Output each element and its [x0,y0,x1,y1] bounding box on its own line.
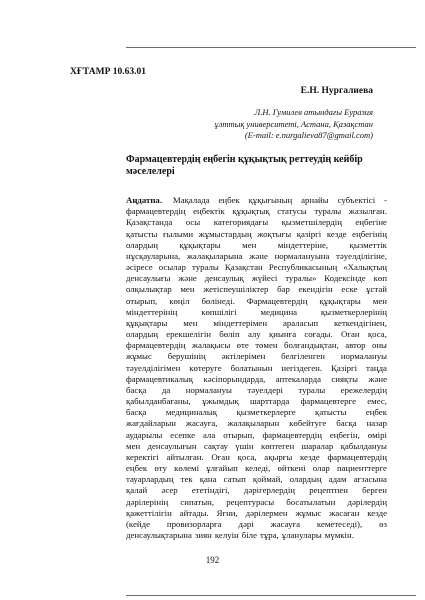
abstract-word: ғылыми [162,228,194,239]
abstract-line [126,262,387,273]
abstract-word: құқықтары [179,239,221,250]
abstract-word: әсер [161,485,178,496]
abstract-word: фармацевтердің [126,206,186,217]
abstract-line [126,351,387,362]
abstract-word: Яғни, [216,507,238,518]
abstract-word: мен [372,295,387,306]
abstract-word: ететіндігі, [191,485,230,496]
abstract-word: назар [366,418,387,429]
abstract-word: жасауға, [185,418,218,429]
abstract-word: қазіргі [296,228,322,239]
abstract-word: фармацевтердің [126,340,186,351]
abstract-word: аударылы [126,429,163,440]
abstract-word: шарттарда [249,396,290,407]
abstract [126,195,387,541]
author-name: Е.Н. Нургалиева [300,86,373,96]
abstract-word: осы [185,217,201,228]
abstract-word: ережелердің [340,384,387,395]
abstract-line [126,463,387,474]
abstract-word: кеткендігінен, [334,317,387,328]
abstract-word: сақтау [203,440,228,451]
abstract-word: еңбегін, [329,429,360,440]
abstract-word: олар [312,463,330,474]
abstract-word: мен [126,440,141,451]
abstract-word: әсіресе [126,262,153,273]
article-title [126,154,386,178]
abstract-line [126,396,387,407]
abstract-word: және [249,250,268,261]
abstract-word: еңбектік [193,206,225,217]
abstract-word: категориядағы [213,217,269,228]
abstract-word: үшін [235,440,254,451]
abstract-line [126,519,387,530]
abstract-word: кәсіпорындарда, [203,373,266,384]
abstract-word: олардың [289,474,322,485]
abstract-line [126,296,387,307]
abstract-word: Республикасының [268,262,338,273]
abstract-word: ұжымдық [202,396,239,407]
abstract-word: жүйесі [251,273,278,284]
abstract-word: фармацевтердің [262,429,322,440]
abstract-word: еңбек [218,195,240,205]
abstract-word: міндеттеріне, [277,239,329,250]
abstract-word: фармацевтерге [300,396,356,407]
abstract-word: субъектісі [337,195,376,205]
abstract-word: медицина [260,306,298,317]
abstract-line [126,363,387,374]
abstract-word: денсаулық [204,273,244,284]
abstract-word: Қазіргі [330,362,358,373]
abstract-word: жағдайларын [126,418,176,429]
abstract-word: Кодексінде [324,273,366,284]
abstract-word: олардың [126,239,158,250]
abstract-word: олардың [126,329,158,340]
abstract-word: дәрілермен [245,507,288,518]
abstract-line [126,530,387,541]
abstract-word: бөлінеді. [201,295,235,306]
abstract-word: қабылдануы [340,440,387,451]
abstract-word: құқықтары [126,317,168,328]
abstract-word: (кейде [126,518,150,529]
abstract-word: міндеттерімен [213,317,268,328]
abstract-line [126,329,387,340]
bottom-rule [126,595,416,596]
abstract-word: келуін [214,530,239,541]
abstract-word: олқылықтар [126,284,172,295]
abstract-word: туралы» [285,273,317,284]
abstract-word: зиян [194,530,212,541]
abstract-word: туралы [191,262,219,273]
abstract-word: қабылданбағаны, [126,396,191,407]
abstract-word: қызметкерлерге [236,407,296,418]
abstract-word: нормалануы [185,384,232,395]
abstract-word: белгіленген [281,351,325,362]
abstract-word: жетіспеушіліктер [203,284,269,295]
abstract-word: рецептпен [309,485,348,496]
abstract-word: өту [154,463,167,474]
abstract-word: кезде [326,228,347,239]
abstract-line [126,229,387,240]
abstract-word: денсаулығын [147,440,197,451]
abstract-line [126,385,387,396]
abstract-word: көлемі [174,463,200,474]
abstract-word: кезде [367,507,387,518]
abstract-word: қажеттілігін [126,507,172,518]
abstract-word: да [161,384,171,395]
abstract-word: жазылған. [348,206,387,217]
abstract-word: дәрілерінің [126,496,169,507]
abstract-word: жұмыстардың [198,228,252,239]
abstract-line [126,195,387,206]
abstract-word: кеметеседі), [316,518,363,529]
abstract-word: және [178,273,197,284]
abstract-word: сипатын, [180,496,215,507]
abstract-word: нормалануы [340,351,387,362]
abstract-word: қалай [126,485,148,496]
abstract-word: туралы [314,206,342,217]
abstract-line [126,418,387,429]
abstract-word: жалақысы [191,340,231,351]
abstract-word: міндеттерінің [126,306,178,317]
abstract-line [126,251,387,262]
abstract-word: берген [362,485,387,496]
abstract-word: көптеген [260,440,295,451]
abstract-line [126,441,387,452]
abstract-word: мен [180,284,195,295]
abstract-word: керектігі [126,451,159,462]
abstract-word: ерекшелігін [166,329,211,340]
abstract-word: еңбегіне [355,217,387,228]
abstract-word: тәуелділігімен [126,362,181,373]
abstract-word: бөліп [219,329,240,340]
abstract-word: аптекаларда [275,373,321,384]
abstract-word: сияқты [331,373,359,384]
classification-code: ХҒТАМР 10.63.01 [70,67,147,77]
abstract-word: тауарлардың [126,474,174,485]
abstract-word: отырып, [223,429,255,440]
abstract-word: мүмкін. [324,530,354,541]
page-number: 192 [205,555,220,565]
abstract-word: қатысты [126,228,158,239]
abstract-word: әктілерімен [221,351,266,362]
abstract-word: қызметкерлерінің [320,306,387,317]
abstract-word: отырып, [126,295,158,306]
title-line: Фармацевтердің еңбегін құқықтық реттеудің кейбір [126,154,363,165]
abstract-word: жалақыларына [186,250,243,261]
abstract-word: көңіл [169,295,190,306]
abstract-line [126,206,387,217]
affiliation-email: (E-mail: e.nurgalieva87@gmail.com) [244,130,373,140]
abstract-word: ақырғы [264,451,293,462]
abstract-word: басқа [336,418,357,429]
abstract-word: тәуелдері [247,384,283,395]
abstract-word: медициналық [165,407,218,418]
abstract-word: есепке [170,429,195,440]
abstract-line [126,240,387,251]
abstract-line [126,452,387,463]
abstract-word: қана [199,474,217,485]
abstract-line [126,497,387,508]
abstract-word: - [384,195,387,205]
abstract-word: автор [345,340,366,351]
abstract-word: кезде [300,451,320,462]
abstract-line [126,307,387,318]
abstract-word: айтылған. [166,451,204,462]
abstract-word: екендігін [298,284,333,295]
abstract-word: және [368,373,387,384]
abstract-word: статусы [277,206,307,217]
abstract-word: ұланулары [281,530,322,541]
abstract-word: дәрілердің [347,496,387,507]
abstract-word: жұмыс [126,351,152,362]
abstract-word: төмен [255,340,278,351]
abstract-line [126,508,387,519]
abstract-line [126,217,387,228]
abstract-word: мен [183,317,198,328]
abstract-word: тұра, [259,530,279,541]
affiliation-line: ұлттық университеті, Астана, Қазақстан [214,118,373,129]
abstract-word: берушінің [167,351,206,362]
abstract-word: қызметтік [349,239,387,250]
abstract-word: рецептурасы [226,496,275,507]
top-rule [126,47,416,48]
abstract-word: ала [202,429,216,440]
abstract-word: босатылатын [286,496,336,507]
abstract-word: фармацевтикалық [126,373,194,384]
abstract-line [126,407,387,418]
abstract-word: оны [371,340,387,351]
abstract-word: провизорларға [166,518,222,529]
abstract-word: айтады. [179,507,209,518]
abstract-word: біле [241,530,257,541]
abstract-word: көбейтуге [289,418,327,429]
author-affiliation [153,107,373,142]
abstract-word: қоса, [237,451,257,462]
abstract-word: келеді, [245,463,271,474]
abstract-word: Оған [211,451,230,462]
abstract-word: соғады. [304,329,333,340]
abstract-word: тәуелділігіне, [336,250,387,261]
abstract-word: туралы [298,384,326,395]
abstract-word: болатынын [230,362,273,373]
abstract-word: араласып [282,317,319,328]
abstract-word: Фармацевтердің [246,295,308,306]
abstract-line [126,318,387,329]
abstract-word: еске [341,284,358,295]
abstract-word: еңбегінің [352,228,387,239]
abstract-word: қатысты [315,407,347,418]
abstract-line [126,430,387,441]
abstract-word: емес, [367,396,387,407]
abstract-line [126,474,387,485]
abstract-word: Оған [341,329,360,340]
affiliation-line: Л.Н. Гумилев атындағы Еуразия [254,107,373,117]
abstract-word: қиынға [268,329,297,340]
abstract-word: қызметшілердің [281,217,342,228]
abstract-word: сатып [223,474,246,485]
abstract-word: «Халықтың [343,262,387,273]
abstract-word: арнайы [301,195,329,205]
abstract-word: қоса, [367,329,387,340]
abstract-word: еңбек [126,463,148,474]
abstract-word: пациенттерге [336,463,387,474]
abstract-word: денсаулығы [126,273,171,284]
abstract-word: негіздеген. [281,362,323,373]
abstract-label: Аңдатпа. [126,195,163,205]
abstract-word: жасаған [329,507,360,518]
abstract-word: болғандықтан, [284,340,339,351]
abstract-word: басқа [126,407,147,418]
abstract-word: нормалануына [274,250,330,261]
abstract-word: өз [379,518,387,529]
abstract-word: алу [247,329,261,340]
abstract-word: көпшілігі [201,306,237,317]
abstract-word: тек [180,474,193,485]
abstract-word: дәрігерлердің [243,485,295,496]
abstract-word: өмірі [367,429,387,440]
abstract-word: мен [242,239,257,250]
abstract-word: ұстай [366,284,387,295]
abstract-word: Қазақстанда [126,217,173,228]
abstract-line [126,340,387,351]
abstract-word: еңбек [365,407,387,418]
title-line: мәселелері [126,166,175,177]
abstract-word: фармацевтердің [327,451,387,462]
abstract-word: өте [236,340,249,351]
abstract-word: құқығының [248,195,293,205]
abstract-word: жоқтығы [257,228,292,239]
abstract-word: ағзасына [353,474,387,485]
abstract-word: жалақыларын [227,418,280,429]
abstract-word: денсаулықтарына [126,530,192,541]
abstract-word: нұсқауларына, [126,250,181,261]
abstract-word: таңда [366,362,387,373]
abstract-word: Мақалада [172,195,210,205]
abstract-word: қоймай, [252,474,283,485]
abstract-line [126,284,387,295]
abstract-word: жұмыс [295,507,322,518]
abstract-word: өйткені [277,463,306,474]
abstract-word: Қазақстан [224,262,263,273]
abstract-word: жасауға [270,518,300,529]
abstract-word: ұлғайып [206,463,238,474]
abstract-word: осылар [158,262,186,273]
abstract-word: шаралар [301,440,334,451]
abstract-word: көп [373,273,387,284]
abstract-word: көтеруге [189,362,222,373]
abstract-word: құқықтық [232,206,270,217]
abstract-word: басқа [126,384,147,395]
abstract-word: құқықтары [319,295,361,306]
abstract-line [126,374,387,385]
abstract-line [126,485,387,496]
abstract-word: бар [277,284,290,295]
abstract-word: адам [328,474,347,485]
abstract-word: дәрі [238,518,254,529]
abstract-line [126,273,387,284]
